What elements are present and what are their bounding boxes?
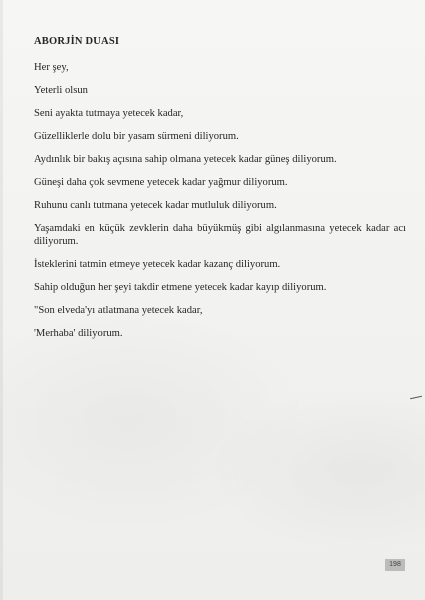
text-line: İsteklerini tatmin etmeye yetecek kadar kazanç diliyorum. <box>34 258 281 270</box>
text-line: Ruhunu canlı tutmana yetecek kadar mutluluk diliyorum. <box>34 200 277 211</box>
page-number: 198 <box>389 561 401 568</box>
text-line: Güzelliklerle dolu bir yasam sürmeni diliyorum. <box>34 131 239 142</box>
text-line: 'Merhaba' diliyorum. <box>34 327 123 339</box>
document-title: ABORJİN DUASI <box>34 36 120 47</box>
text-line: Aydınlık bir bakış açısına sahip olmana yetecek kadar güneş diliyorum. <box>34 154 337 165</box>
page-number-box <box>385 559 405 571</box>
text-line: Sahip olduğun her şeyi takdir etmene yetecek kadar kayıp diliyorum. <box>34 281 327 293</box>
text-line: Yeterli olsun <box>34 85 88 96</box>
text-line: Her şey, <box>34 62 69 73</box>
text-line: Yaşamdaki en küçük zevklerin daha büyükmüş gibi algılanmasına yetecek kadar acı diliyorum. <box>34 223 406 247</box>
document-body <box>34 36 406 351</box>
text-line: Seni ayakta tutmaya yetecek kadar, <box>34 108 184 119</box>
scan-edge-mark <box>410 396 422 399</box>
text-line: "Son elveda'yı atlatmana yetecek kadar, <box>34 304 203 316</box>
text-line: Güneşi daha çok sevmene yetecek kadar yağmur diliyorum. <box>34 177 288 188</box>
